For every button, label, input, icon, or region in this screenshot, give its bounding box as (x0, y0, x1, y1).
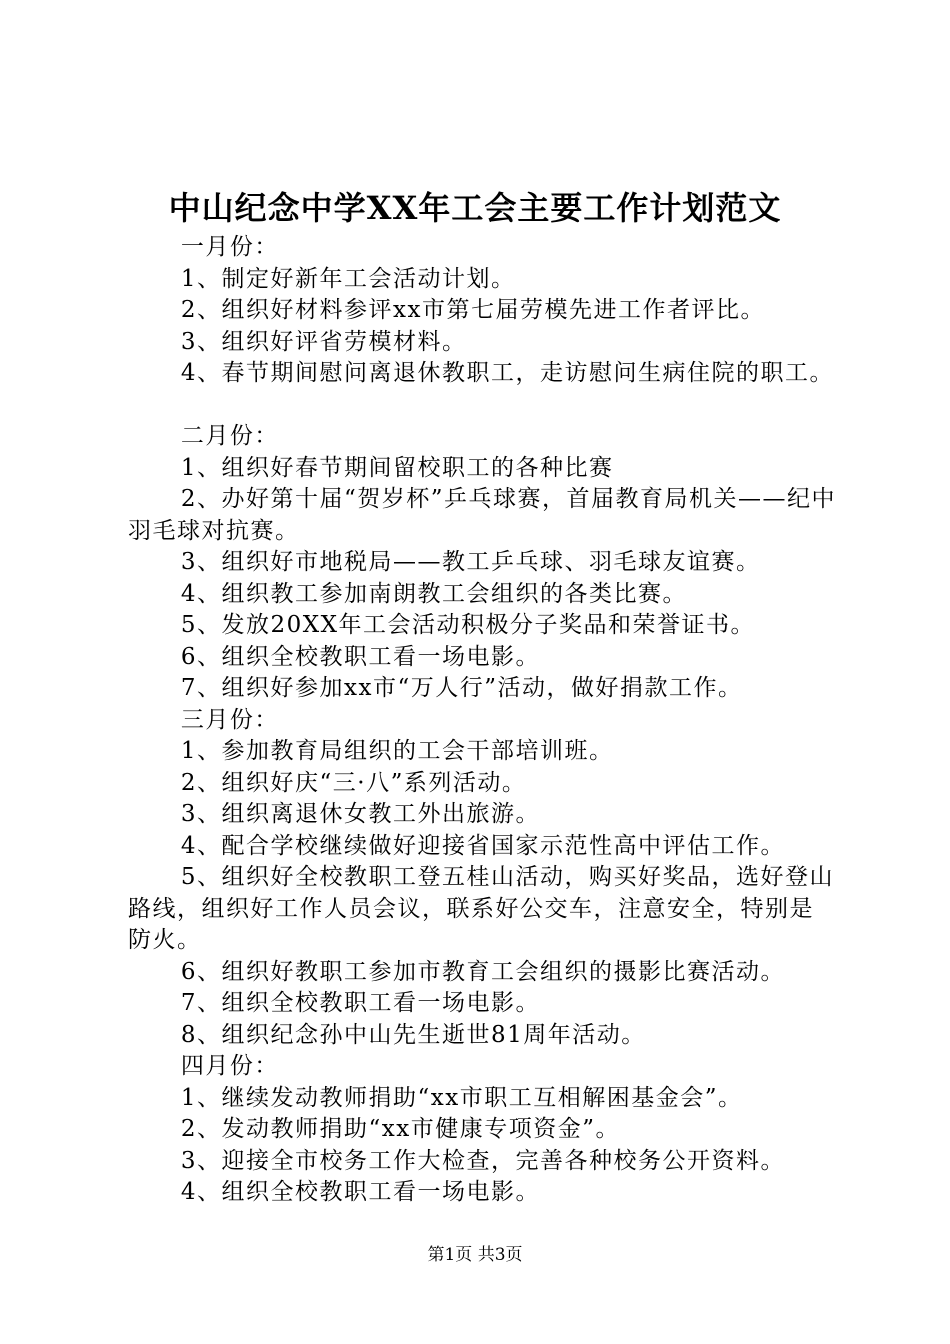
document-body (128, 232, 838, 1209)
section-heading-january: 一月份： (180, 234, 279, 260)
page-footer: 第1页 共3页 (427, 1245, 523, 1265)
list-item: 3、组织好评省劳模材料。 (180, 328, 467, 355)
list-item: 4、配合学校继续做好迎接省国家示范性高中评估工作。 (180, 832, 786, 859)
list-item: 3、组织好市地税局——教工乒乓球、羽毛球友谊赛。 (180, 549, 761, 575)
list-item: 1、组织好春节期间留校职工的各种比赛 (180, 454, 614, 481)
section-heading-march: 三月份： (180, 706, 279, 733)
blank-line (128, 390, 838, 422)
list-item: 3、组织离退休女教工外出旅游。 (180, 801, 541, 827)
list-item: 8、组织纪念孙中山先生逝世81周年活动。 (180, 1021, 646, 1048)
list-item: 7、组织好参加xx市“万人行”活动，做好捐款工作。 (180, 675, 743, 701)
list-item: 4、组织全校教职工看一场电影。 (180, 1179, 541, 1205)
list-item: 6、组织全校教职工看一场电影。 (180, 643, 541, 670)
section-heading-april: 四月份： (180, 1053, 279, 1079)
list-item: 5、组织好全校教职工登五桂山活动，购买好奖品，选好登山路线，组织好工作人员会议，联系好公交车，注意安全，特别是防火。 (128, 864, 835, 953)
list-item: 2、发动教师捐助“xx市健康专项资金”。 (180, 1116, 620, 1142)
list-item: 5、发放20XX年工会活动积极分子奖品和荣誉证书。 (180, 612, 756, 638)
list-item: 6、组织好教职工参加市教育工会组织的摄影比赛活动。 (180, 958, 786, 985)
list-item: 4、春节期间慰问离退休教职工，走访慰问生病住院的职工。 (180, 360, 835, 386)
list-item: 1、参加教育局组织的工会干部培训班。 (180, 738, 614, 764)
section-heading-february: 二月份： (180, 423, 279, 449)
list-item: 3、迎接全市校务工作大检查，完善各种校务公开资料。 (180, 1147, 786, 1174)
list-item: 7、组织全校教职工看一场电影。 (180, 990, 541, 1016)
list-item: 2、办好第十届“贺岁杯”乒乓球赛，首届教育局机关——纪中羽毛球对抗赛。 (128, 486, 837, 544)
list-item: 4、组织教工参加南朗教工会组织的各类比赛。 (180, 580, 688, 607)
list-item: 1、制定好新年工会活动计划。 (180, 265, 516, 292)
document-title: 中山纪念中学XX年工会主要工作计划范文 (168, 189, 782, 227)
list-item: 1、继续发动教师捐助“xx市职工互相解困基金会”。 (180, 1084, 743, 1111)
list-item: 2、组织好材料参评xx市第七届劳模先进工作者评比。 (180, 297, 765, 323)
list-item: 2、组织好庆“三·八”系列活动。 (180, 769, 527, 796)
